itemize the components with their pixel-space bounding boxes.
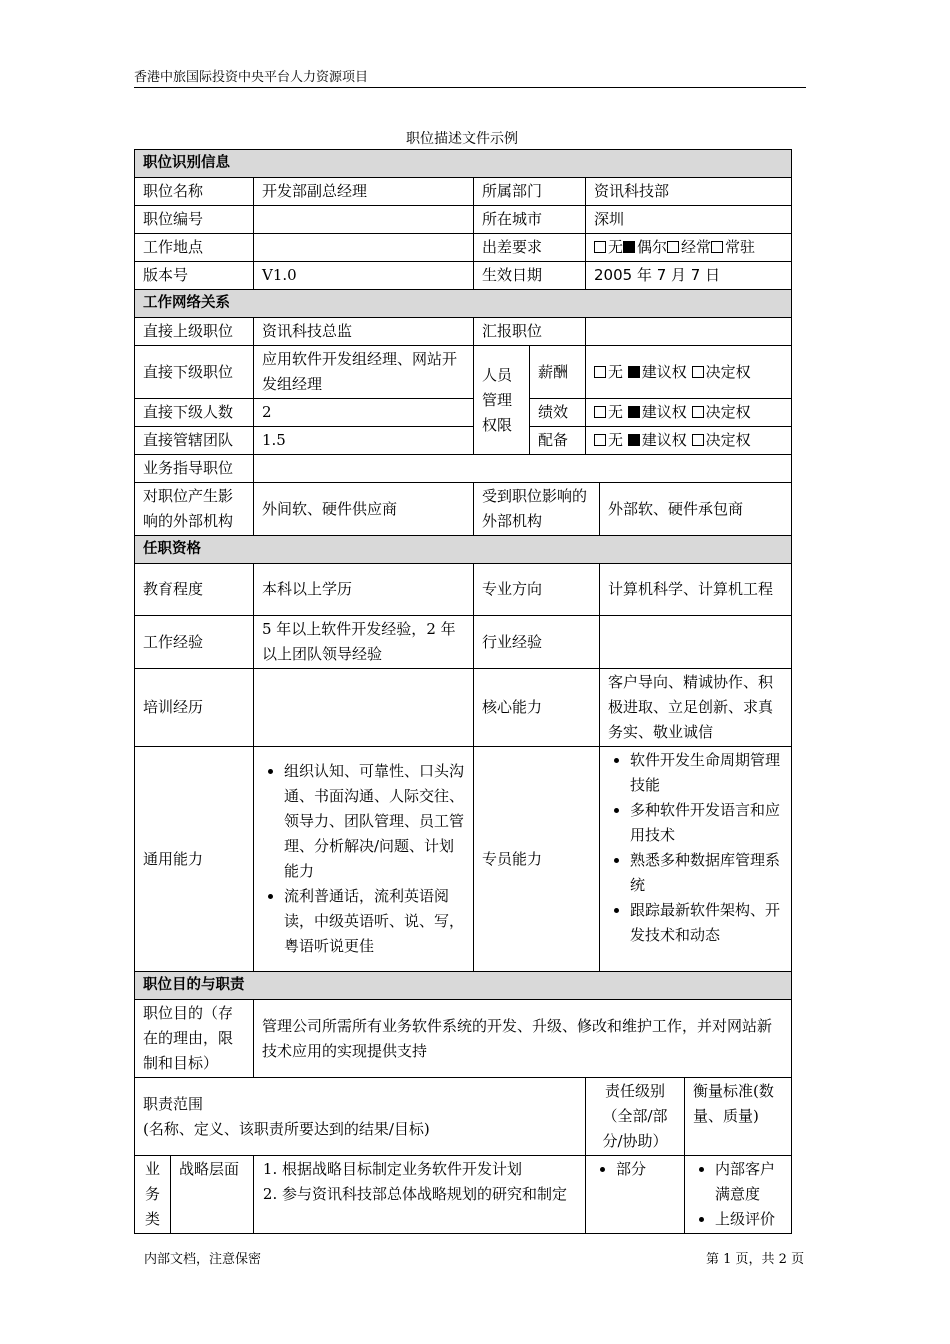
effective-date: 2005 年 7 月 7 日 (586, 262, 792, 290)
authority-row-label: 配备 (530, 427, 586, 455)
page-header: 香港中旅国际投资中央平台人力资源项目 (134, 66, 806, 88)
team-label: 直接管辖团队 (135, 427, 254, 455)
footer-confidential: 内部文档，注意保密 (144, 1252, 262, 1267)
section-purpose: 职位目的与职责 (135, 972, 792, 1000)
superior: 资讯科技总监 (254, 318, 474, 346)
authority-options: 无 建议权 决定权 (586, 346, 792, 399)
checkbox-checked-icon (628, 366, 640, 378)
impacted-label: 受到职位影响的外部机构 (474, 483, 600, 536)
version-label: 版本号 (135, 262, 254, 290)
list-item: • 上级评价 (715, 1207, 783, 1232)
duties (254, 1156, 586, 1234)
travel-option: 经常 (667, 238, 711, 256)
position-name-label: 职位名称 (135, 178, 254, 206)
document-title: 职位描述文件示例 (406, 131, 518, 147)
superior-label: 直接上级职位 (135, 318, 254, 346)
general-label: 通用能力 (135, 747, 254, 972)
training-label: 培训经历 (135, 669, 254, 747)
list-item: • 内部客户满意度 (715, 1157, 783, 1207)
list-item: • 组织认知、可靠性、口头沟通、书面沟通、人际交往、领导力、团队管理、员工管理、分析解决/问题、计划能力 (284, 759, 465, 884)
core: 客户导向、精诚协作、积极进取、立足创新、求真务实、敬业诚信 (600, 669, 792, 747)
checkbox-icon (594, 241, 606, 253)
department-label: 所属部门 (474, 178, 586, 206)
section-identity: 职位识别信息 (135, 150, 792, 178)
authority-row-label: 绩效 (530, 399, 586, 427)
checkbox-icon (692, 366, 704, 378)
subordinate: 应用软件开发组经理、网站开发组经理 (254, 346, 474, 399)
footer-page-number: 第 1 页，共 2 页 (706, 1252, 805, 1267)
section-network: 工作网络关系 (135, 290, 792, 318)
education: 本科以上学历 (254, 564, 474, 616)
core-label: 核心能力 (474, 669, 600, 747)
industry-label: 行业经验 (474, 616, 600, 669)
training (254, 669, 474, 747)
subordinate-label: 直接下级职位 (135, 346, 254, 399)
checkbox-checked-icon (623, 241, 635, 253)
effective-date-label: 生效日期 (474, 262, 586, 290)
checkbox-icon (692, 434, 704, 446)
list-item: • 熟悉多种数据库管理系统 (630, 848, 783, 898)
checkbox-icon (594, 366, 606, 378)
major: 计算机科学、计算机工程 (600, 564, 792, 616)
major-label: 专业方向 (474, 564, 600, 616)
version: V1.0 (254, 262, 474, 290)
report-label: 汇报职位 (474, 318, 586, 346)
list-item: • 流利普通话，流利英语阅读，中级英语听、说、写，粤语听说更佳 (284, 884, 465, 959)
list-item: 2. 参与资讯科技部总体战略规划的研究和制定 (282, 1182, 577, 1207)
list-item: 1. 根据战略目标制定业务软件开发计划 (282, 1157, 577, 1182)
city-label: 所在城市 (474, 206, 586, 234)
layer: 战略层面 (171, 1156, 254, 1234)
list-item: • 部分 (616, 1157, 676, 1182)
category: 业务类 (135, 1156, 171, 1234)
authority-row-label: 薪酬 (530, 346, 586, 399)
impact-out: 外间软、硬件供应商 (254, 483, 474, 536)
experience-label: 工作经验 (135, 616, 254, 669)
checkbox-checked-icon (628, 406, 640, 418)
authority-options: 无 建议权 决定权 (586, 399, 792, 427)
department: 资讯科技部 (586, 178, 792, 206)
report (586, 318, 792, 346)
checkbox-icon (594, 434, 606, 446)
measure-label: 衡量标准(数量、质量) (685, 1078, 792, 1156)
travel-option: 偶尔 (623, 238, 667, 256)
job-description-table (134, 149, 792, 1234)
location (254, 234, 474, 262)
location-label: 工作地点 (135, 234, 254, 262)
authority-label: 人员管理权限 (474, 346, 530, 455)
level-items (586, 1156, 685, 1234)
travel-option: 无 (594, 238, 623, 256)
scope-label: 职责范围 (143, 1094, 204, 1113)
checkbox-icon (711, 241, 723, 253)
team: 1.5 (254, 427, 474, 455)
sub-count-label: 直接下级人数 (135, 399, 254, 427)
level-label: 责任级别（全部/部分/协助） (586, 1078, 685, 1156)
checkbox-icon (692, 406, 704, 418)
list-item: • 跟踪最新软件架构、开发技术和动态 (630, 898, 783, 948)
list-item: • 软件开发生命周期管理技能 (630, 748, 783, 798)
industry (600, 616, 792, 669)
travel-label: 出差要求 (474, 234, 586, 262)
section-qualification: 任职资格 (135, 536, 792, 564)
impacted: 外部软、硬件承包商 (600, 483, 792, 536)
general-abilities (254, 747, 474, 972)
checkbox-icon (667, 241, 679, 253)
travel-option: 常驻 (711, 238, 755, 256)
measure-items (685, 1156, 792, 1234)
sub-count: 2 (254, 399, 474, 427)
impact-out-label: 对职位产生影响的外部机构 (135, 483, 254, 536)
purpose-text: 管理公司所需所有业务软件系统的开发、升级、修改和维护工作，并对网站新技术应用的实现提供支持 (254, 1000, 792, 1078)
scope-header (135, 1078, 586, 1156)
checkbox-checked-icon (628, 434, 640, 446)
list-item: • 多种软件开发语言和应用技术 (630, 798, 783, 848)
scope-sub: (名称、定义、该职责所要达到的结果/目标) (143, 1119, 430, 1138)
experience: 5 年以上软件开发经验，2 年以上团队领导经验 (254, 616, 474, 669)
position-code (254, 206, 474, 234)
guide (254, 455, 792, 483)
checkbox-icon (594, 406, 606, 418)
education-label: 教育程度 (135, 564, 254, 616)
position-code-label: 职位编号 (135, 206, 254, 234)
purpose-label: 职位目的（存在的理由，限制和目标） (135, 1000, 254, 1078)
guide-label: 业务指导职位 (135, 455, 254, 483)
special-abilities (600, 747, 792, 972)
authority-options: 无 建议权 决定权 (586, 427, 792, 455)
city: 深圳 (586, 206, 792, 234)
special-label: 专员能力 (474, 747, 600, 972)
travel-options (586, 234, 792, 262)
position-name: 开发部副总经理 (254, 178, 474, 206)
